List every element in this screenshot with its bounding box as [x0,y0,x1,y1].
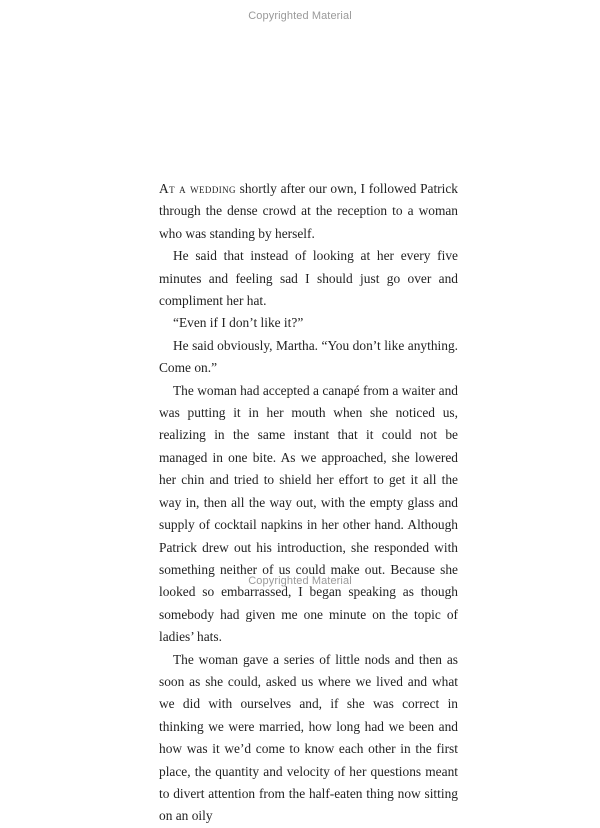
paragraph-1 [159,178,458,245]
paragraph-4: He said obviously, Martha. “You don’t like anything. Come on.” [159,337,458,376]
copyright-watermark-top: Copyrighted Material [248,10,352,22]
paragraph-6: The woman gave a series of little nods and then as soon as she could, asked us where we lived and what we did with ourselves and, if she was correct in thinking we were married, how long had we been and how was it we’d come to know each other in the first place, the quantity and velocity of her questions meant to divert attention from the half-eaten thing now sitting on an oily [159,651,458,824]
paragraph-2: He said that instead of looking at her every five minutes and feeling sad I should just go over and compliment her hat. [159,248,458,309]
page-body-text [159,178,458,828]
paragraph-5: The woman had accepted a canapé from a waiter and was putting it in her mouth when she noticed us, realizing in the same instant that it could not be managed in one bite. As we approached, she lowered her chin and tried to shield her effort to get it all the way in, then all the way out, with the empty glass and supply of cocktail napkins in her other hand. Although Patrick drew out his introduction, she responded with something neither of us could make out. Because she looked so embarrassed, I began speaking as though somebody had given me one minute on the topic of ladies’ hats. [159,382,458,645]
copyright-watermark-bottom: Copyrighted Material [248,575,352,587]
paragraph-1-text: shortly after our own, I followed Patrick through the dense crowd at the reception to a woman who was standing by herself. [159,181,458,241]
opening-smallcaps: At a wedding [159,181,236,196]
paragraph-3: “Even if I don’t like it?” [173,315,304,331]
